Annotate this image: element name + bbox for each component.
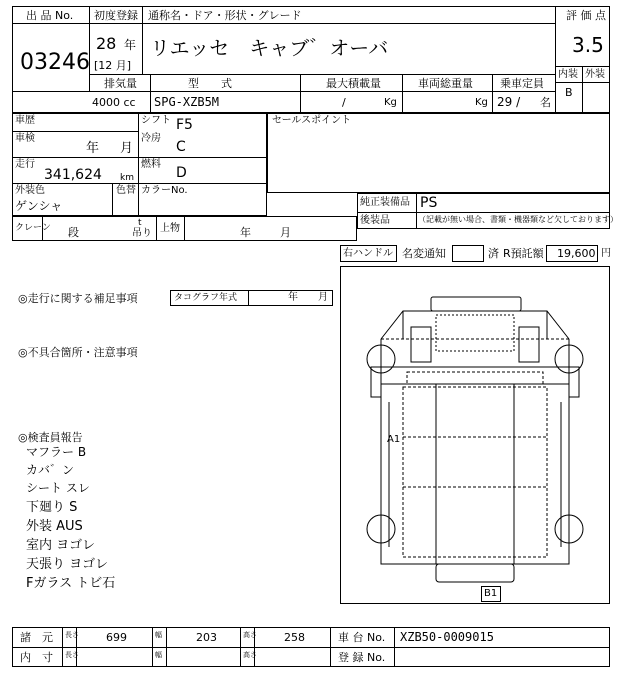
inspector-item: 下廻り S [26, 500, 78, 515]
height-label: 高さ [243, 631, 257, 639]
options-value: PS [420, 195, 438, 211]
height-value: 258 [284, 631, 305, 644]
inspection-year: 年 [86, 141, 100, 156]
exterior-grade-label: 外装 [585, 69, 605, 80]
recycle-deposit-label: R預託額 [503, 247, 544, 260]
history-label: 車歴 [15, 115, 35, 126]
car-name: リエッセ キャブ゛オーバ [150, 36, 389, 60]
aftermarket-label: 後装品 [360, 215, 390, 226]
inspector-item: Fガラス トビ石 [26, 576, 116, 591]
inspector-item: シート スレ [26, 481, 90, 495]
color-code-label: カラーNo. [141, 185, 188, 196]
interior-grade: B [565, 86, 573, 99]
recycle-deposit: 19,600 [557, 247, 596, 260]
name-change-label: 名変通知 [402, 247, 446, 260]
mileage-label: 走行 [15, 159, 35, 170]
shift-label: シフト [141, 115, 171, 126]
defects-heading: ◎不具合箇所・注意事項 [18, 346, 138, 359]
max-load-label: 最大積載量 [326, 77, 381, 90]
name-change-box [452, 245, 484, 262]
ac-value: C [176, 139, 186, 155]
car-name-label: 通称名・ドア・形状・グレード [148, 9, 302, 22]
crane-ton: t [138, 218, 142, 228]
height-label: 高さ [243, 651, 257, 659]
width-label: 幅 [155, 651, 162, 659]
aftermarket-note: （記載が無い場合、書類・機器類など欠しております） [418, 215, 618, 224]
model-label: 型 式 [188, 77, 232, 90]
registration-label: 登 録 No. [338, 651, 386, 664]
inspector-item: 室内 ヨゴレ [26, 538, 96, 553]
inspection-label: 車検 [15, 133, 35, 144]
supplement-heading: ◎走行に関する補足事項 [18, 292, 138, 305]
displacement: 4000 cc [92, 96, 136, 109]
capacity-label: 乗車定員 [500, 77, 544, 90]
width-value: 203 [196, 631, 217, 644]
options-label: 純正装備品 [360, 197, 410, 208]
model-code: SPG-XZB5M [154, 95, 220, 109]
upper-label: 上物 [160, 223, 180, 234]
first-reg-month: [12 月] [94, 59, 132, 72]
width-label: 幅 [155, 631, 162, 639]
fuel-label: 燃料 [141, 159, 161, 170]
length-label: 長さ [65, 651, 79, 659]
damage-mark: A1 [387, 434, 401, 445]
gross-weight-unit: Kg [475, 97, 488, 108]
sales-point-label: セールスポイント [272, 115, 352, 126]
tachograph-month: 月 [318, 292, 328, 303]
chassis-number: XZB50-0009015 [400, 630, 494, 644]
max-load-unit: Kg [384, 97, 397, 108]
inspection-month: 月 [120, 141, 134, 156]
color-change-label: 色替 [116, 185, 136, 196]
interior-grade-label: 内装 [558, 69, 578, 80]
mileage: 341,624 [44, 167, 102, 183]
crane-label: クレーン [15, 223, 51, 233]
length-value: 699 [106, 631, 127, 644]
shift-value: F5 [176, 117, 193, 133]
mileage-unit: km [120, 173, 134, 183]
first-reg-label: 初度登録 [94, 9, 138, 22]
vehicle-diagram [340, 266, 610, 604]
crane-lift: 吊り [132, 228, 152, 239]
fuel-value: D [176, 165, 187, 181]
damage-mark: B1 [484, 588, 498, 599]
tachograph-label: タコグラフ年式 [174, 293, 238, 303]
first-reg-year: 28 [96, 34, 117, 53]
capacity: 29 / [497, 95, 521, 109]
score-label: 評 価 点 [566, 9, 606, 22]
inspector-item: 天張り ヨゴレ [26, 557, 109, 572]
ac-label: 冷房 [141, 133, 161, 144]
recycle-unit: 円 [601, 248, 611, 259]
dimensions-label: 諸 元 [20, 631, 53, 644]
recycle-status: 済 [488, 247, 499, 260]
capacity-unit: 名 [540, 96, 551, 109]
handle-value: 右ハンドル [343, 248, 393, 259]
interior-dim-label: 内 寸 [20, 651, 53, 664]
score-value: 3.5 [572, 33, 604, 57]
displacement-label: 排気量 [104, 77, 137, 90]
inspector-item: カバ゛ン [26, 463, 75, 477]
exterior-color-label: 外装色 [15, 185, 45, 196]
max-load: / [342, 96, 346, 109]
inspector-item: 外装 AUS [26, 519, 83, 534]
chassis-label: 車 台 No. [338, 631, 386, 644]
inspector-item: マフラー B [26, 445, 87, 459]
upper-month: 月 [280, 226, 291, 239]
length-label: 長さ [65, 631, 79, 639]
crane-stages: 段 [68, 226, 79, 239]
year-unit: 年 [124, 38, 137, 52]
gross-weight-label: 車両総重量 [418, 77, 473, 90]
inspector-heading: ◎検査員報告 [18, 431, 83, 444]
tachograph-year: 年 [288, 292, 298, 303]
lot-number: 03246 [20, 50, 90, 75]
exterior-color: ゲンシャ [15, 199, 63, 213]
upper-year: 年 [240, 226, 251, 239]
lot-label: 出 品 No. [26, 9, 74, 22]
bus-outline [341, 267, 609, 603]
